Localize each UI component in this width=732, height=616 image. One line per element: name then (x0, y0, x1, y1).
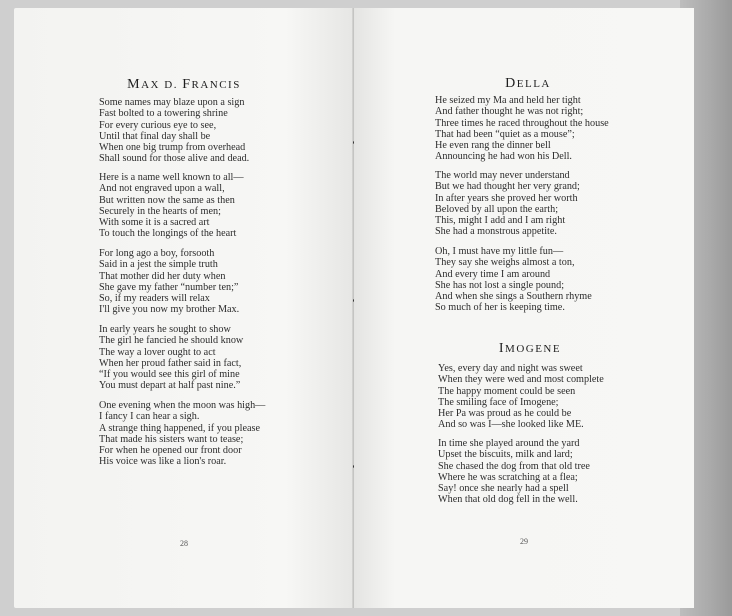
verse-line: I'll give you now my brother Max. (99, 304, 240, 316)
title-smallcaps: ELLA (516, 78, 551, 90)
verse-line: With some it is a sacred art (99, 217, 210, 229)
verse-line: Three times he raced throughout the house (435, 117, 609, 129)
stanza-5 (99, 400, 265, 468)
della-stanza-2 (435, 170, 580, 238)
verse-line: The smiling face of Imogene; (438, 396, 559, 408)
verse-line: So much of her is keeping time. (435, 302, 565, 314)
verse-line: “If you would see this girl of mine (99, 369, 240, 381)
stanza-1 (99, 97, 249, 165)
verse-line: You must depart at half past nine.” (99, 380, 241, 392)
title-initial: I (498, 341, 506, 356)
left-page (14, 8, 354, 608)
verse-line: His voice was like a lion's roar. (99, 456, 227, 468)
verse-line: For when he opened our front door (99, 445, 242, 457)
verse-line: She gave my father “number ten;” (99, 281, 239, 293)
title-initial: M (127, 77, 142, 92)
verse-line: And so was I—she looked like ME. (438, 419, 584, 431)
verse-line: Oh, I must have my little fun— (435, 246, 564, 257)
stanza-4 (99, 324, 243, 392)
verse-line: For long ago a boy, forsooth (99, 248, 215, 259)
title-smallcaps: AX D. (141, 79, 183, 91)
verse-line: She had a monstrous appetite. (435, 226, 557, 238)
verse-line: That had been “quiet as a mouse”; (435, 128, 575, 140)
title-smallcaps: RANCIS (191, 79, 241, 91)
verse-line: He even rang the dinner bell (435, 140, 551, 152)
title-initial: F (182, 77, 192, 92)
page-number-left: 28 (180, 539, 188, 548)
title-initial: D (505, 76, 517, 91)
verse-line: He seized my Ma and held her tight (435, 95, 581, 106)
verse-line: Securely in the hearts of men; (99, 205, 221, 217)
verse-line: The way a lover ought to act (99, 346, 216, 358)
verse-line: I fancy I can hear a sigh. (99, 411, 200, 423)
verse-line: That mother did her duty when (99, 270, 226, 282)
poem-title-della (358, 76, 698, 92)
verse-line: To touch the longings of the heart (99, 228, 237, 240)
verse-line: Shall sound for those alive and dead. (99, 153, 250, 165)
verse-line: But written now the same as then (99, 194, 235, 206)
stanza-3 (99, 248, 239, 316)
verse-line: The happy moment could be seen (438, 385, 576, 397)
verse-line: Yes, every day and night was sweet (438, 363, 583, 374)
verse-line: For every curious eye to see, (99, 119, 217, 131)
verse-line: They say she weighs almost a ton, (435, 257, 575, 269)
imogene-stanza-1 (438, 363, 604, 431)
verse-line: Announcing he had won his Dell. (435, 151, 572, 163)
verse-line: Upset the biscuits, milk and lard; (438, 449, 573, 461)
verse-line: When one big trump from overhead (99, 142, 246, 154)
verse-line: Said in a jest the simple truth (99, 259, 218, 271)
verse-line: Say! once she nearly had a spell (438, 483, 569, 495)
verse-line: When her proud father said in fact, (99, 357, 242, 369)
imogene-stanza-2 (438, 438, 590, 506)
della-stanza-1 (435, 95, 609, 163)
verse-line: She chased the dog from that old tree (438, 460, 590, 472)
verse-line: Fast bolted to a towering shrine (99, 108, 228, 120)
verse-line: Here is a name well known to all— (99, 172, 244, 183)
verse-line: Until that final day shall be (99, 130, 211, 142)
verse-line: One evening when the moon was high— (99, 400, 266, 411)
title-smallcaps: MOGENE (505, 343, 562, 355)
verse-line: Where he was scratching at a flea; (438, 471, 578, 483)
verse-line: When they were wed and most complete (438, 374, 604, 386)
verse-line: Some names may blaze upon a sign (99, 97, 245, 108)
verse-line: In time she played around the yard (438, 438, 580, 449)
page-number-right: 29 (520, 537, 528, 546)
verse-line: And every time I am around (435, 268, 551, 280)
verse-line: That made his sisters want to tease; (99, 433, 244, 445)
verse-line: But we had thought her very grand; (435, 181, 580, 193)
verse-line: The world may never understand (435, 170, 570, 181)
verse-line: And when she sings a Southern rhyme (435, 291, 592, 303)
verse-line: She has not lost a single pound; (435, 279, 565, 291)
right-page (354, 8, 694, 608)
verse-line: Her Pa was proud as he could be (438, 408, 572, 420)
verse-line: In early years he sought to show (99, 324, 231, 335)
verse-line: This, might I add and I am right (435, 215, 566, 227)
poem-title-max-d-francis (14, 77, 354, 93)
verse-line: The girl he fancied he should know (99, 335, 244, 347)
verse-line: So, if my readers will relax (99, 293, 210, 305)
poem-title-imogene (360, 341, 700, 357)
della-stanza-3 (435, 246, 592, 314)
stanza-2 (99, 172, 244, 240)
verse-line: When that old dog fell in the well. (438, 494, 578, 506)
verse-line: Beloved by all upon the earth; (435, 203, 559, 215)
verse-line: And father thought he was not right; (435, 106, 584, 118)
verse-line: In after years she proved her worth (435, 192, 578, 204)
verse-line: A strange thing happened, if you please (99, 422, 260, 434)
verse-line: And not engraved upon a wall, (99, 183, 225, 195)
